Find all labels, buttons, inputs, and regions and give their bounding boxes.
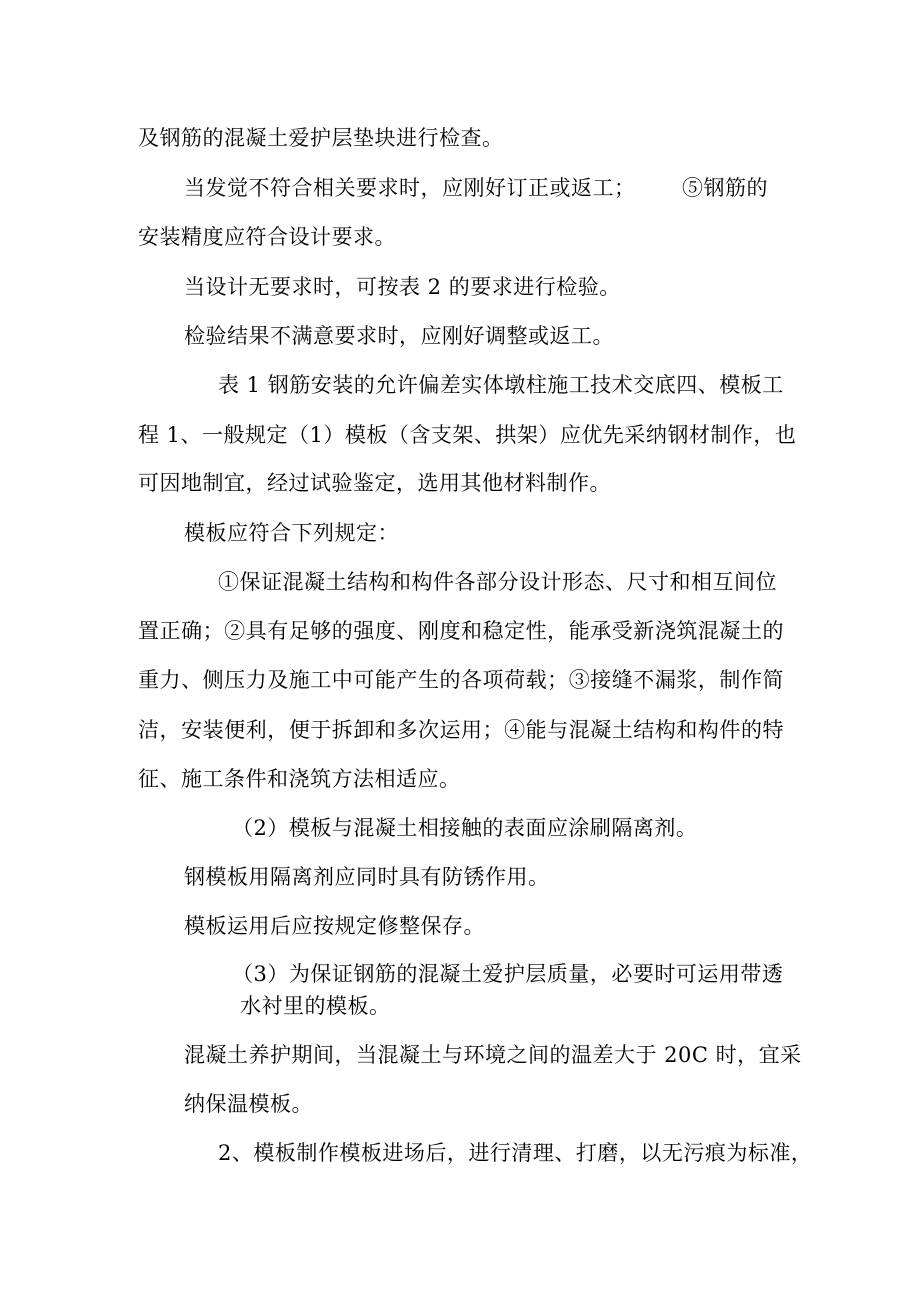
text-line: （3）为保证钢筋的混凝土爱护层质量，必要时可运用带透 [232, 962, 784, 986]
text-line: 混凝土养护期间，当混凝土与环境之间的温差大于 20C 时，宜采 [184, 1043, 802, 1067]
text-line: 纳保温模板。 [184, 1092, 313, 1116]
text-line: 可因地制宜，经过试验鉴定，选用其他材料制作。 [138, 471, 611, 495]
text-line: 程 1、一般规定（1）模板（含支架、拱架）应优先采纳钢材制作，也 [138, 423, 797, 447]
text-line: ⑤钢筋的 [682, 176, 768, 200]
text-line: ①保证混凝土结构和构件各部分设计形态、尺寸和相互间位 [218, 570, 777, 594]
text-line: 洁，安装便利，便于拆卸和多次运用；④能与混凝土结构和构件的特 [138, 718, 784, 742]
text-line: 模板应符合下列规定： [184, 521, 399, 545]
text-line: 当设计无要求时，可按表 2 的要求进行检验。 [184, 275, 621, 299]
text-line: 检验结果不满意要求时，应刚好调整或返工。 [184, 324, 614, 348]
text-line: 当发觉不符合相关要求时，应刚好订正或返工； [184, 176, 636, 200]
text-line: 水衬里的模板。 [240, 994, 391, 1018]
text-line: 置正确；②具有足够的强度、刚度和稳定性，能承受新浇筑混凝土的 [138, 619, 784, 643]
text-line: 钢模板用隔离剂应同时具有防锈作用。 [184, 865, 550, 889]
text-line: 征、施工条件和浇筑方法相适应。 [138, 767, 461, 791]
text-line: 表 1 钢筋安装的允许偏差实体墩柱施工技术交底四、模板工 [218, 373, 784, 397]
text-line: （2）模板与混凝土相接触的表面应涂刷隔离剂。 [232, 816, 698, 840]
text-line: 安装精度应符合设计要求。 [138, 225, 396, 249]
text-line: 及钢筋的混凝土爱护层垫块进行检查。 [138, 126, 504, 150]
text-line: 重力、侧压力及施工中可能产生的各项荷载；③接缝不漏浆，制作简 [138, 668, 784, 692]
text-line: 模板运用后应按规定修整保存。 [184, 914, 485, 938]
text-line: 2、模板制作模板进场后，进行清理、打磨，以无污痕为标准， [218, 1141, 813, 1165]
